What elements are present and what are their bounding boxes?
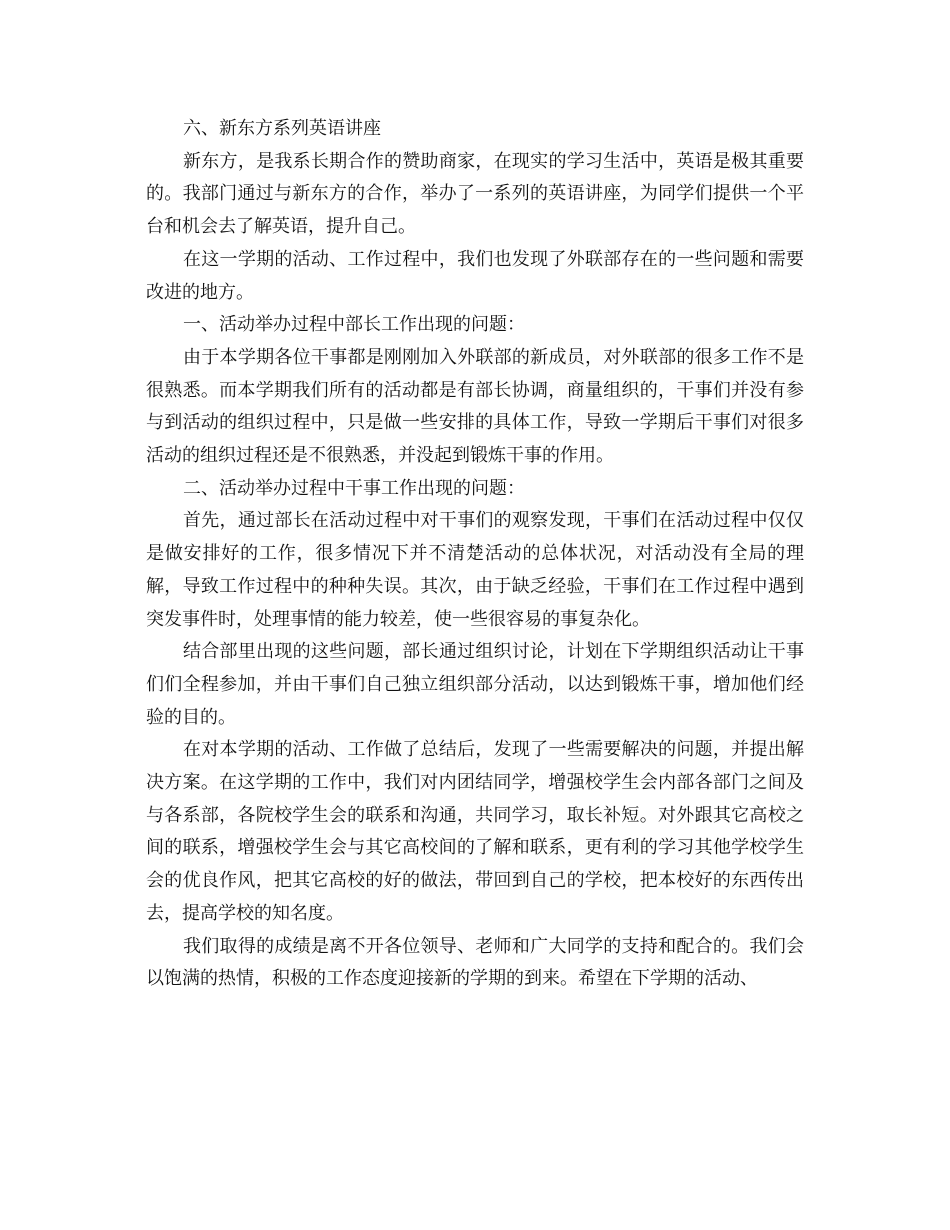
section-heading-minister-issues: 一、活动举办过程中部长工作出现的问题：: [183, 314, 525, 336]
paragraph: 首先，通过部长在活动过程中对干事们的观察发现，干事们在活动过程中仅仅是做安排好的工作，很多情况下并不清楚活动的总体状况，对活动没有全局的理解，导致工作过程中的种种失误。其次，由于缺乏经验，干事们在工作过程中遇到突发事件时，处理事情的能力较差，使一些很容易的事复杂化。: [146, 510, 804, 630]
paragraph: 我们取得的成绩是离不开各位领导、老师和广大同学的支持和配合的。我们会以饱满的热情，积极的工作态度迎接新的学期的到来。希望在下学期的活动、: [146, 935, 804, 990]
paragraph: 由于本学期各位干事都是刚刚加入外联部的新成员，对外联部的很多工作不是很熟悉。而本学期我们所有的活动都是有部长协调，商量组织的，干事们并没有参与到活动的组织过程中，只是做一些安排的具体工作，导致一学期后干事们对很多活动的组织过程还是不很熟悉，并没起到锻炼干事的作用。: [146, 346, 804, 467]
section-heading-officer-issues: 二、活动举办过程中干事工作出现的问题：: [183, 477, 525, 499]
paragraph: 在这一学期的活动、工作过程中，我们也发现了外联部存在的一些问题和需要改进的地方。: [146, 248, 804, 303]
paragraph: 结合部里出现的这些问题，部长通过组织讨论，计划在下学期组织活动让干事们们全程参加，并由干事们自己独立组织部分活动，以达到锻炼干事，增加他们经验的目的。: [146, 641, 804, 728]
section-heading-lecture: 六、新东方系列英语讲座: [183, 118, 381, 139]
document-body: [146, 113, 804, 996]
paragraph: 新东方，是我系长期合作的赞助商家，在现实的学习生活中，英语是极其重要的。我部门通过与新东方的合作，举办了一系列的英语讲座，为同学们提供一个平台和机会去了解英语，提升自己。: [146, 150, 804, 238]
paragraph: 在对本学期的活动、工作做了总结后，发现了一些需要解决的问题，并提出解决方案。在这学期的工作中，我们对内团结同学，增强校学生会内部各部门之间及与各系部，各院校学生会的联系和沟通，共同学习，取长补短。对外跟其它高校之间的联系，增强校学生会与其它高校间的了解和联系，更有利的学习其他学校学生会的优良作风，把其它高校的好的做法，带回到自己的学校，把本校好的东西传出去，提高学校的知名度。: [146, 739, 804, 924]
